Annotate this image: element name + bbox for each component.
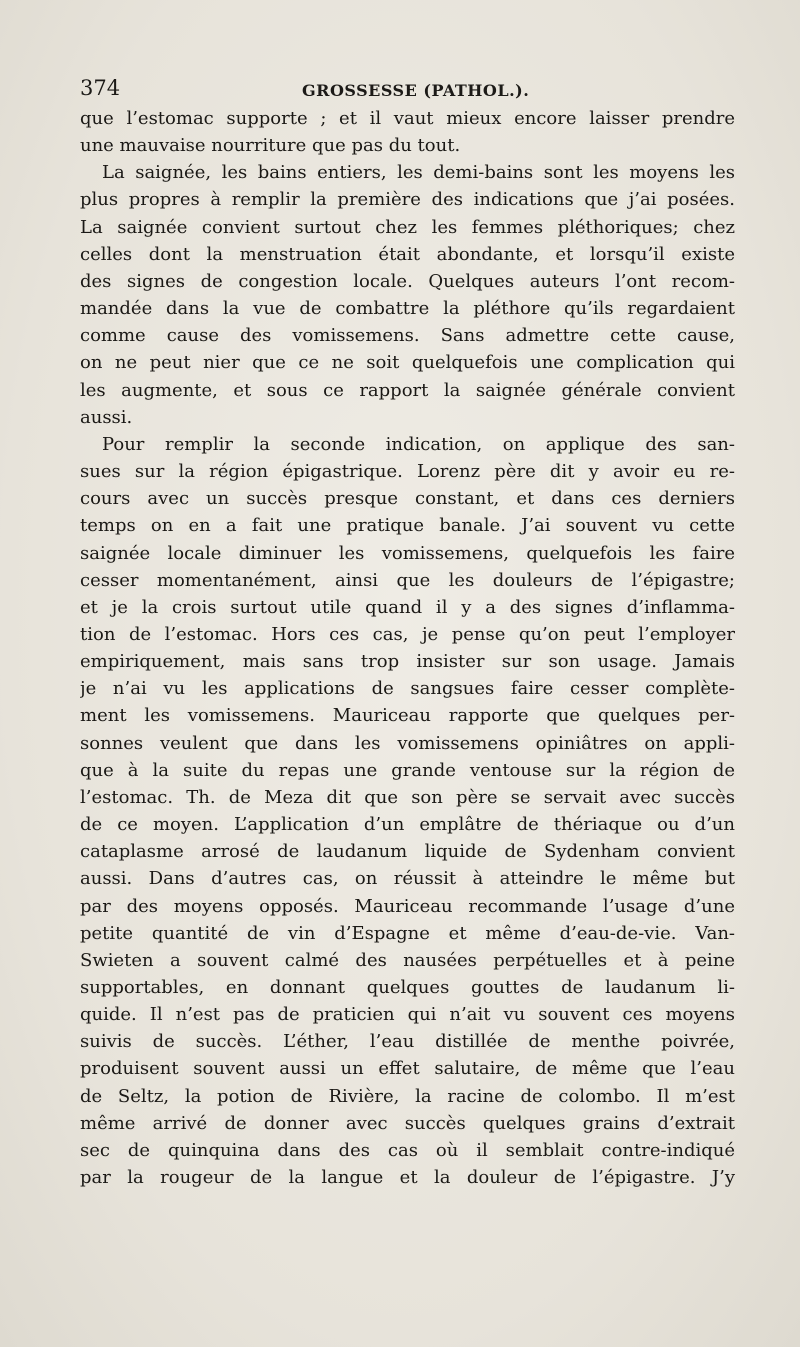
text-line: saignée locale diminuer les vomissemens, quelquefois les faire	[80, 542, 735, 564]
text-line: plus propres à remplir la première des indications que j’ai posées.	[80, 189, 735, 211]
text-line: Pour remplir la seconde indication, on applique des san-	[102, 433, 735, 455]
text-line: que l’estomac supporte ; et il vaut mieux encore laisser prendre	[80, 108, 735, 129]
page-number: 374	[80, 76, 121, 100]
text-line: sues sur la région épigastrique. Lorenz père dit y avoir eu re-	[80, 461, 735, 483]
text-line: celles dont la menstruation était abondante, et lorsqu’il existe	[80, 243, 735, 265]
text-line: aussi. Dans d’autres cas, on réussit à atteindre le même but	[80, 868, 735, 890]
text-line: La saignée convient surtout chez les femmes pléthoriques; chez	[80, 216, 735, 238]
text-line: je n’ai vu les applications de sangsues faire cesser complète-	[80, 678, 735, 700]
text-line: La saignée, les bains entiers, les demi-bains sont les moyens les	[102, 162, 735, 184]
page-header	[80, 74, 735, 104]
text-line: suivis de succès. L’éther, l’eau distillée de menthe poivrée,	[80, 1031, 735, 1053]
text-line: on ne peut nier que ce ne soit quelquefois une complication qui	[80, 352, 735, 374]
text-line: de Seltz, la potion de Rivière, la racine de colombo. Il m’est	[80, 1085, 735, 1107]
text-line: quide. Il n’est pas de praticien qui n’ait vu souvent ces moyens	[80, 1004, 735, 1026]
text-line: l’estomac. Th. de Meza dit que son père se servait avec succès	[80, 786, 735, 808]
text-line: petite quantité de vin d’Espagne et même d’eau-de-vie. Van-	[80, 922, 735, 944]
text-line: cesser momentanément, ainsi que les douleurs de l’épigastre;	[80, 569, 735, 591]
running-head: GROSSESSE (PATHOL.).	[302, 81, 530, 100]
text-line: les augmente, et sous ce rapport la saignée générale convient	[80, 379, 735, 401]
text-line: par la rougeur de la langue et la douleur de l’épigastre. J’y	[80, 1167, 735, 1189]
text-line: Swieten a souvent calmé des nausées perpétuelles et à peine	[80, 949, 735, 971]
text-line: par des moyens opposés. Mauriceau recommande l’usage d’une	[80, 895, 735, 917]
text-line: sec de quinquina dans des cas où il semblait contre-indiqué	[80, 1139, 735, 1161]
text-line: ment les vomissemens. Mauriceau rapporte que quelques per-	[80, 705, 735, 727]
text-line: que à la suite du repas une grande ventouse sur la région de	[80, 759, 735, 781]
text-line: des signes de congestion locale. Quelques auteurs l’ont recom-	[80, 270, 735, 292]
text-line: mandée dans la vue de combattre la pléthore qu’ils regardaient	[80, 298, 735, 320]
text-line: de ce moyen. L’application d’un emplâtre de thériaque ou d’un	[80, 814, 735, 836]
text-line: sonnes veulent que dans les vomissemens opiniâtres on appli-	[80, 732, 735, 754]
text-line: temps on en a fait une pratique banale. J’ai souvent vu cette	[80, 515, 735, 537]
text-line: empiriquement, mais sans trop insister sur son usage. Jamais	[80, 651, 735, 673]
text-line: tion de l’estomac. Hors ces cas, je pense qu’on peut l’employer	[80, 623, 735, 645]
text-line: produisent souvent aussi un effet salutaire, de même que l’eau	[80, 1058, 735, 1080]
text-line: cataplasme arrosé de laudanum liquide de Sydenham convient	[80, 841, 735, 863]
text-line: et je la crois surtout utile quand il y a des signes d’inflamma-	[80, 596, 735, 618]
body-text	[80, 105, 735, 1191]
text-line: même arrivé de donner avec succès quelques grains d’extrait	[80, 1112, 735, 1134]
text-line: comme cause des vomissemens. Sans admettre cette cause,	[80, 325, 735, 347]
text-line: une mauvaise nourriture que pas du tout.	[80, 135, 461, 157]
text-line: supportables, en donnant quelques gouttes de laudanum li-	[80, 977, 735, 998]
text-line: cours avec un succès presque constant, et dans ces derniers	[80, 488, 735, 510]
text-line: aussi.	[80, 406, 133, 428]
